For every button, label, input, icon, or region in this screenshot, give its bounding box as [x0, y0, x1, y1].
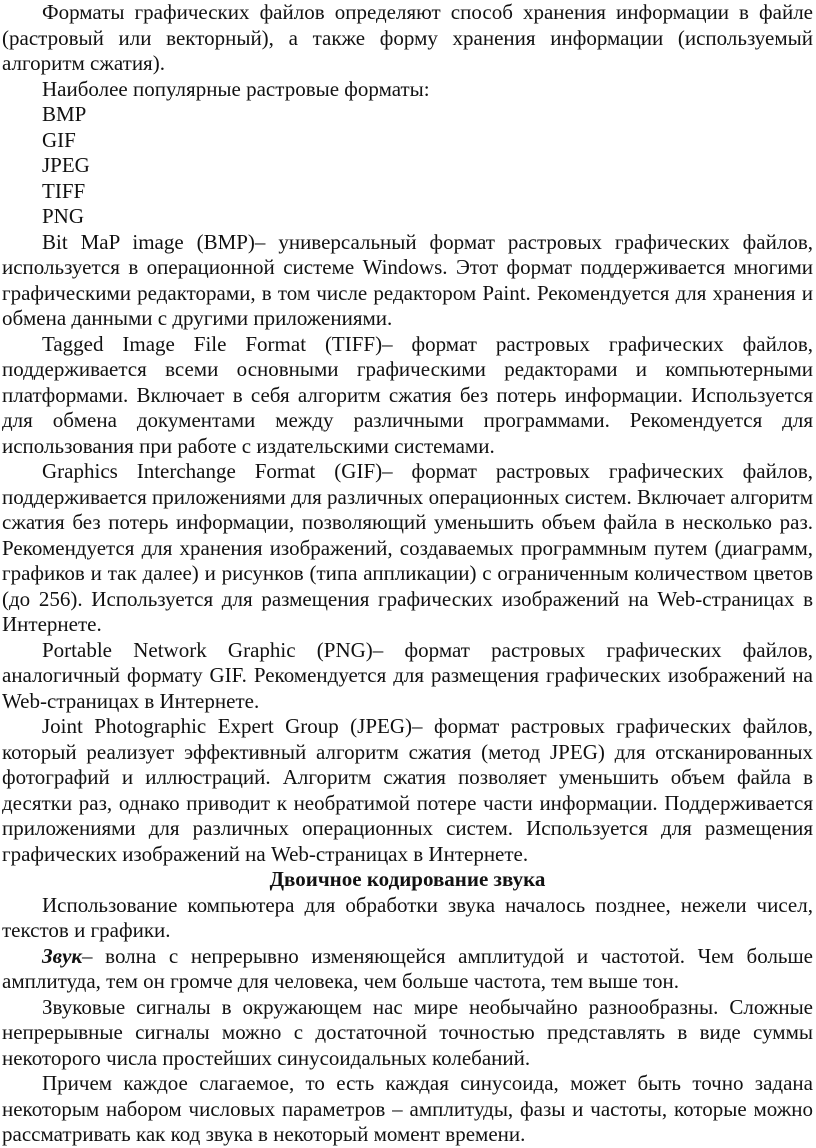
png-description: Portable Network Graphic (PNG)– формат растровых графических файлов, аналогичный формату GIF. Рекомендуется для размещения графических изображений на Web-страницах в Интернете.: [2, 637, 813, 713]
format-list-item-gif: GIF: [42, 127, 76, 152]
sound-intro-paragraph: Использование компьютера для обработки звука началось позднее, нежели чисел, текстов и графики.: [2, 892, 813, 942]
intro-paragraph: Форматы графических файлов определяют способ хранения информации в файле (растровый или векторный), а также форму хранения информации (используемый алгоритм сжатия).: [2, 0, 813, 75]
sound-parameters-paragraph: Причем каждое слагаемое, то есть каждая синусоида, может быть точно задана некоторым набором числовых параметров – амплитуды, фазы и частоты, которые можно рассматривать как код звука в некоторый момент времени.: [2, 1071, 813, 1146]
section-heading: Двоичное кодирование звука: [269, 867, 546, 891]
sound-signals-paragraph: Звуковые сигналы в окружающем нас мире необычайно разнообразны. Сложные непрерывные сигналы можно с достаточной точностью представлять в виде суммы некоторого числа простейших синусоидальных колебаний.: [2, 994, 813, 1070]
format-list-item-jpeg: JPEG: [42, 153, 90, 177]
gif-description: Graphics Interchange Format (GIF)– формат растровых графических файлов, поддерживается приложениями для различных операционных систем. Включает алгоритм сжатия без потерь информации, позволяющий уменьшить объем файла в несколько раз. Рекомендуется для хранения изображений, создаваемых программным путем (диаграмм, графиков и так далее) и рисунков (типа аппликации) с ограниченным количеством цветов (до 256). Используется для размещения графических изображений на Web-страницах в Интернете.: [2, 459, 813, 636]
tiff-description: Tagged Image File Format (TIFF)– формат растровых графических файлов, поддерживается всеми основными графическими редакторами и компьютерными платформами. Включает в себя алгоритм сжатия без потерь информации. Используется для обмена документами между различными программами. Рекомендуется для использования при работе с издательскими системами.: [2, 331, 813, 458]
formats-list-intro: Наиболее популярные растровые форматы:: [42, 76, 430, 101]
format-list-item-bmp: BMP: [42, 102, 87, 126]
sound-term: Звук: [42, 943, 83, 968]
format-list-item-tiff: TIFF: [42, 178, 86, 203]
jpeg-description: Joint Photographic Expert Group (JPEG)– формат растровых графических файлов, который реализует эффективный алгоритм сжатия (метод JPEG) для отсканированных фотографий и иллюстраций. Алгоритм сжатия позволяет уменьшить объем файла в десятки раз, однако приводит к необратимой потере части информации. Поддерживается приложениями для различных операционных систем. Используется для размещения графических изображений на Web-страницах в Интернете.: [2, 714, 813, 866]
sound-definition-paragraph: [2, 944, 813, 995]
format-list-item-png: PNG: [42, 204, 85, 228]
bmp-description: Bit MaP image (BMP)– универсальный формат растровых графических файлов, используется в операционной системе Windows. Этот формат поддерживается многими графическими редакторами, в том числе редактором Paint. Рекомендуется для хранения и обмена данными с другими приложениями.: [2, 229, 813, 330]
sound-definition-text: – волна с непрерывно изменяющейся амплитудой и частотой. Чем больше амплитуда, тем он громче для человека, чем больше частота, тем выше тон.: [2, 943, 813, 993]
